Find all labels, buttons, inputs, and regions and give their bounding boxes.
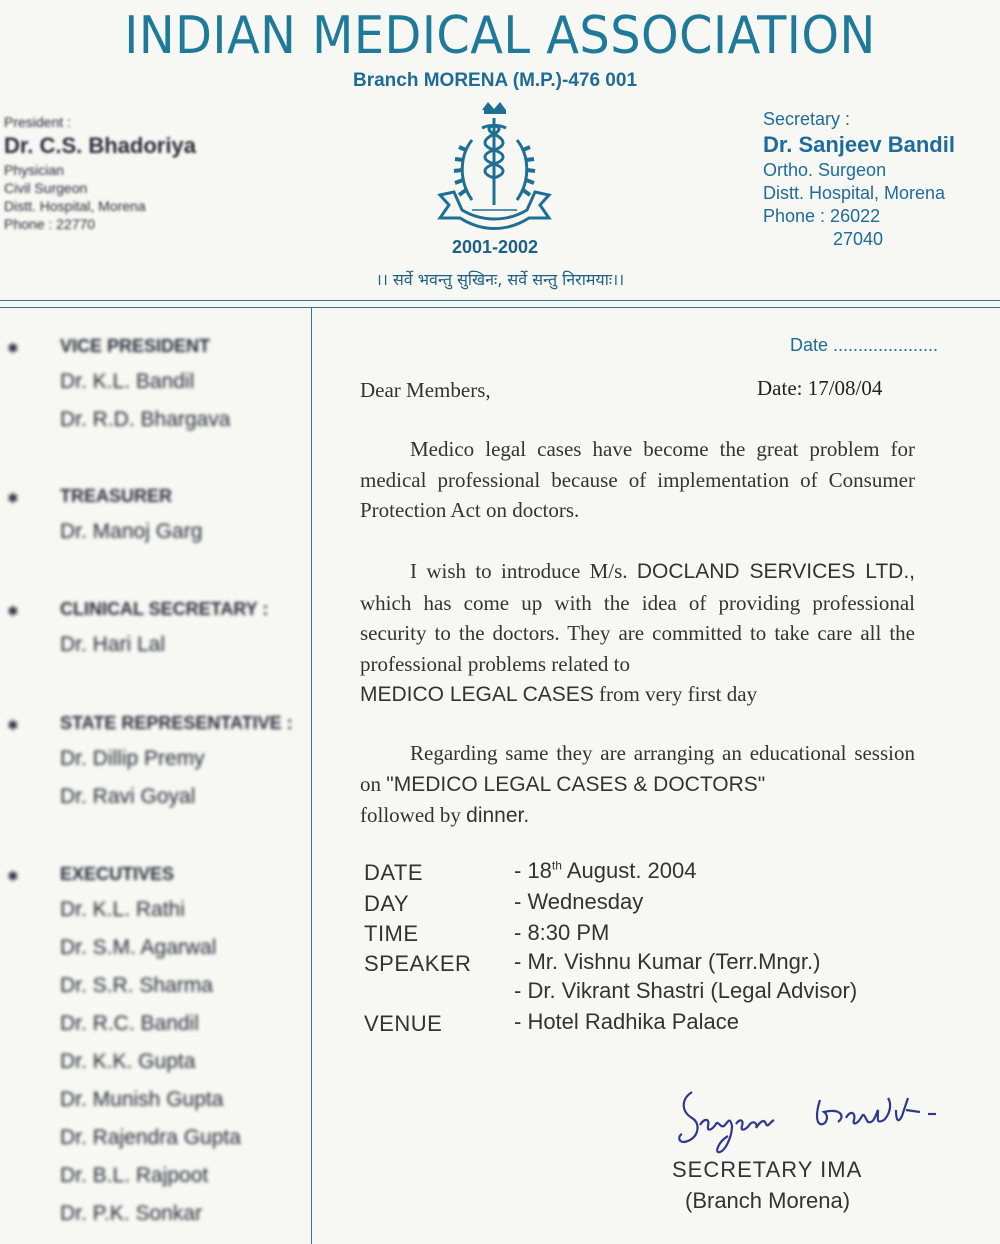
secretary-label: Secretary :	[763, 109, 851, 129]
paragraph-1	[360, 434, 915, 526]
president-title-1: Physician	[4, 162, 64, 178]
event-date-month: August. 2004	[561, 858, 697, 883]
member-name: Dr. Dillip Premy	[60, 747, 205, 770]
signatory-title: SECRETARY IMA	[672, 1157, 863, 1182]
handwritten-signature-icon	[670, 1080, 950, 1160]
day-label: DAY	[364, 891, 410, 916]
member-name: Dr. S.M. Agarwal	[60, 936, 217, 959]
session-title: "MEDICO LEGAL CASES & DOCTORS"	[386, 772, 766, 796]
association-years: 2001-2002	[451, 237, 539, 257]
paragraph-2-intro: I wish to introduce M/s.	[410, 559, 628, 583]
date-label: DATE	[364, 860, 424, 885]
secretary-name: Dr. Sanjeev Bandil	[763, 132, 955, 157]
secretary-specialty: Ortho. Surgeon	[763, 160, 887, 180]
president-phone: Phone : 22770	[4, 216, 96, 232]
date-field: Date .....................	[790, 335, 939, 355]
event-date	[514, 858, 697, 884]
section-title: TREASURER	[60, 486, 173, 506]
header-divider	[0, 300, 1000, 301]
section-title: VICE PRESIDENT	[60, 336, 211, 356]
member-name: Dr. K.K. Gupta	[60, 1050, 196, 1073]
section-title: CLINICAL SECRETARY :	[60, 599, 269, 619]
letter-date: Date: 17/08/04	[757, 376, 883, 400]
paragraph-3-followed: followed by	[360, 803, 461, 827]
bullet-icon: ✱	[7, 490, 19, 506]
paragraph-3-intro: Regarding same they are arranging an educational session on	[360, 741, 915, 796]
time-label: TIME	[364, 921, 419, 946]
president-label: President :	[4, 114, 71, 130]
event-date-day: - 18	[514, 858, 552, 883]
bullet-icon: ✱	[7, 717, 19, 733]
president-hospital: Distt. Hospital, Morena	[4, 198, 146, 214]
secretary-phone: Phone : 26022	[763, 206, 881, 226]
event-day: - Wednesday	[514, 889, 644, 914]
organization-title: INDIAN MEDICAL ASSOCIATION	[124, 6, 876, 66]
member-name: Dr. Manoj Garg	[60, 520, 203, 543]
member-name: Dr. P.K. Sonkar	[60, 1202, 203, 1225]
bullet-icon: ✱	[7, 603, 19, 619]
ima-emblem-icon	[432, 100, 557, 235]
section-title: EXECUTIVES	[60, 864, 175, 884]
sidebar-divider	[311, 307, 312, 1244]
section-title: STATE REPRESENTATIVE :	[60, 713, 293, 733]
branch-address: Branch MORENA (M.P.)-476 001	[352, 70, 638, 91]
member-name: Dr. Rajendra Gupta	[60, 1126, 241, 1149]
member-name: Dr. K.L. Bandil	[60, 370, 195, 393]
member-name: Dr. S.R. Sharma	[60, 974, 213, 997]
sanskrit-motto: ।। सर्वे भवन्तु सुखिनः, सर्वे सन्तु निरामयाः।।	[375, 270, 625, 289]
paragraph-1-text: Medico legal cases have become the great problem for medical professional because of implementation of Consumer Protection Act on doctors.	[360, 437, 915, 522]
signatory-branch: (Branch Morena)	[685, 1188, 851, 1213]
event-venue: - Hotel Radhika Palace	[514, 1009, 740, 1034]
bullet-icon: ✱	[7, 340, 19, 356]
paragraph-3	[360, 738, 915, 832]
bullet-icon: ✱	[7, 868, 19, 884]
company-name: DOCLAND SERVICES LTD.,	[636, 560, 915, 583]
president-title-2: Civil Surgeon	[4, 180, 88, 196]
member-name: Dr. Hari Lal	[60, 633, 166, 656]
event-time: - 8:30 PM	[514, 920, 610, 945]
member-name: Dr. R.D. Bhargava	[60, 408, 231, 431]
secretary-phone-2: 27040	[833, 229, 884, 249]
salutation: Dear Members,	[360, 378, 491, 402]
secretary-hospital: Distt. Hospital, Morena	[763, 183, 946, 203]
member-name: Dr. Munish Gupta	[60, 1088, 224, 1111]
president-block	[4, 113, 264, 233]
paragraph-3-dinner: dinner.	[466, 804, 530, 827]
speaker-1: - Mr. Vishnu Kumar (Terr.Mngr.)	[514, 949, 821, 974]
paragraph-2	[360, 556, 915, 711]
speaker-label: SPEAKER	[364, 951, 472, 976]
secretary-block	[763, 108, 993, 251]
paragraph-2-body: which has come up with the idea of providing professional security to the doctors. They are committed to take care all the professional problems related to	[360, 590, 915, 676]
paragraph-2-end: from very first day	[599, 682, 758, 706]
member-name: Dr. R.C. Bandil	[60, 1012, 199, 1035]
header-divider-2	[0, 307, 1000, 308]
president-name: Dr. C.S. Bhadoriya	[4, 133, 196, 158]
venue-label: VENUE	[364, 1011, 443, 1036]
member-name: Dr. Ravi Goyal	[60, 785, 196, 808]
medico-legal-cases-text: MEDICO LEGAL CASES	[360, 683, 594, 706]
event-date-suffix: th	[551, 858, 562, 873]
member-name: Dr. B.L. Rajpoot	[60, 1164, 209, 1187]
speaker-2: - Dr. Vikrant Shastri (Legal Advisor)	[514, 978, 858, 1003]
member-name: Dr. K.L. Rathi	[60, 898, 185, 921]
